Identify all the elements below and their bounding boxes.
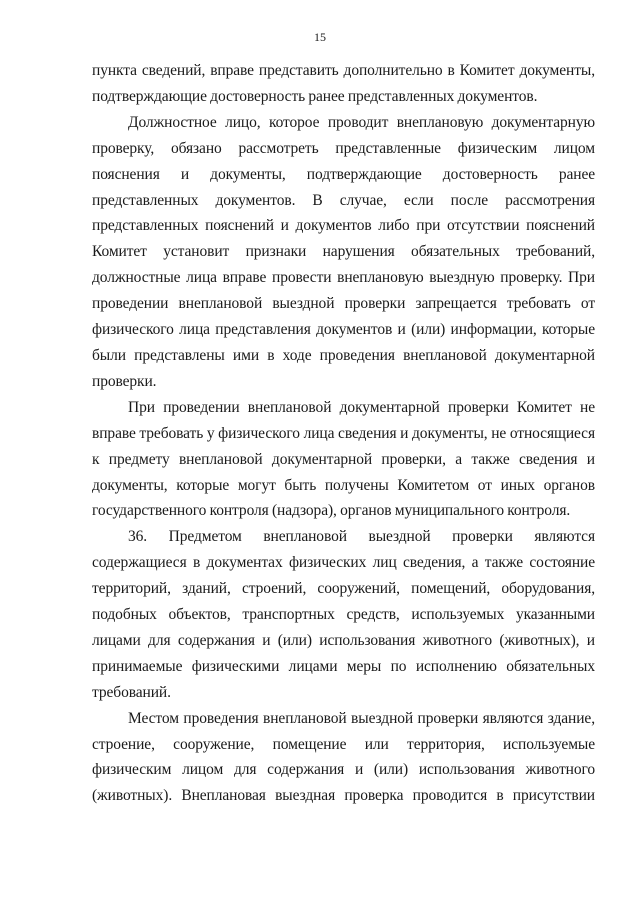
paragraph-item-36: 36. Предметом внеплановой выездной проверки являются содержащиеся в документах физических лиц сведения, а также состояние территорий, зданий, строений, сооружений, помещений, оборудования, подобных объектов, транспортных средств, используемых указанными лицами для содержания и (или) использования животного (животных), и принимаемые физическими лицами меры по исполнению обязательных требований. [92, 528, 595, 701]
paragraph-review-obligation: Должностное лицо, которое проводит внеплановую документарную проверку, обязано рассмотреть представленные физическим лицом пояснения и документы, подтверждающие достоверность ранее представленных документов. В случае, если после рассмотрения представленных пояснений и документов либо при отсутствии пояснений Комитет установит признаки нарушения обязательных требований, должностные лица вправе провести внеплановую выездную проверку. При проведении внеплановой выездной проверки запрещается требовать от физического лица представления документов и (или) информации, которые были представлены ими в ходе проведения внеплановой документарной проверки. [92, 113, 595, 390]
page-number: 15 [314, 30, 326, 44]
paragraph-inspection-location: Местом проведения внеплановой выездной проверки являются здание, строение, сооружение, помещение или территория, используемые физическим лицом для содержания и (или) использования животного (животных). Внеплановая выездная проверка проводится в присутствии [92, 709, 595, 805]
paragraph-continuation: пункта сведений, вправе представить дополнительно в Комитет документы, подтверждающие достоверность ранее представленных документов. [92, 62, 595, 105]
page-body [92, 58, 595, 809]
paragraph-document-restrictions: При проведении внеплановой документарной проверки Комитет не вправе требовать у физического лица сведения и документы, не относящиеся к предмету внеплановой документарной проверки, а также сведения и документы, которые могут быть получены Комитетом от иных органов государственного контроля (надзора), органов муниципального контроля. [92, 398, 595, 520]
